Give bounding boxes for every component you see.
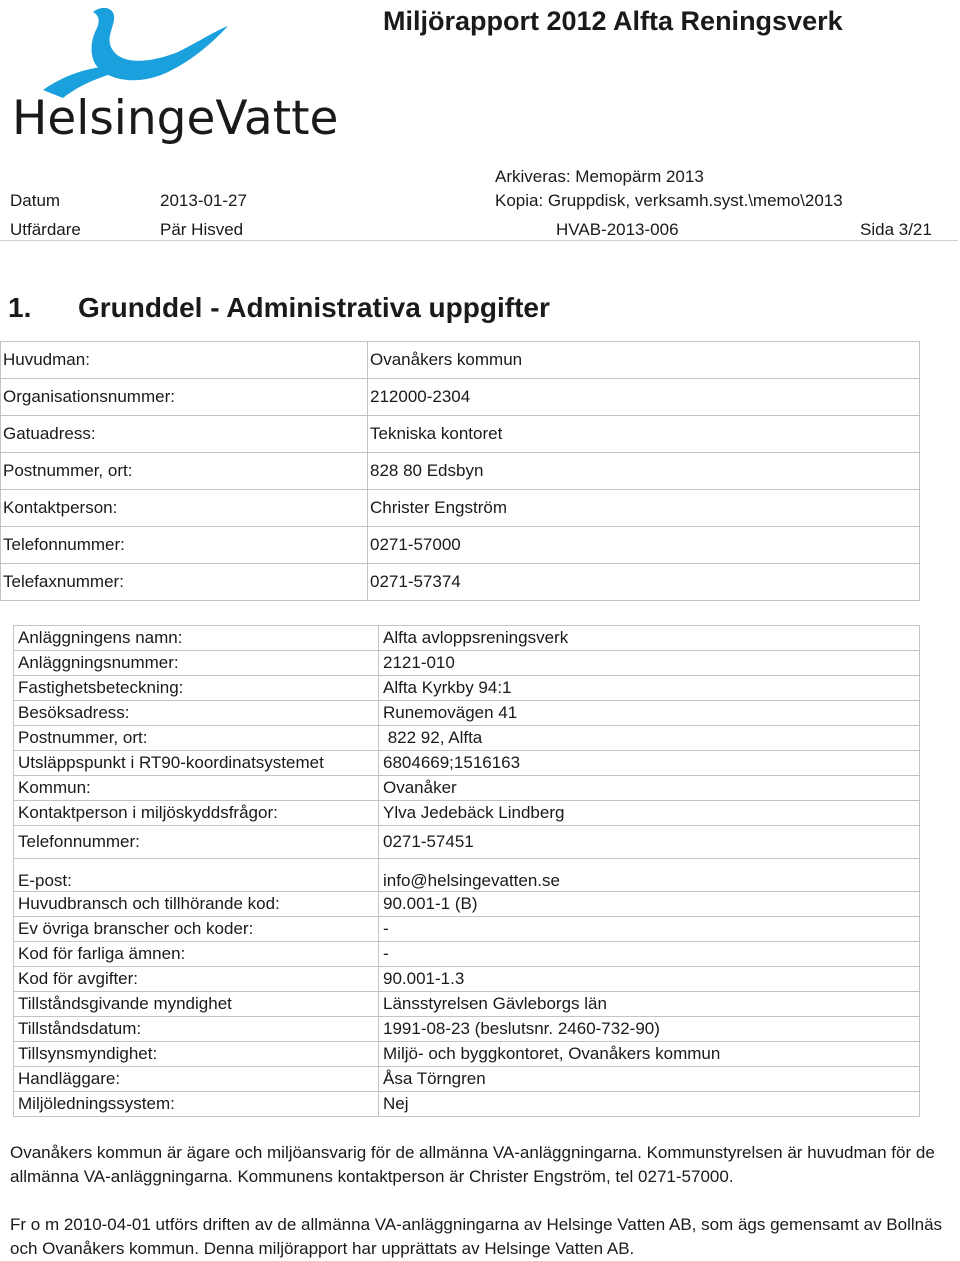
table-row — [14, 892, 920, 917]
table-row — [14, 942, 920, 967]
table-row — [14, 676, 920, 701]
table-row — [14, 651, 920, 676]
date-label: Datum — [10, 191, 61, 210]
table-row — [14, 701, 920, 726]
row-value: 0271-57374 — [368, 564, 920, 601]
row-value: Miljö- och byggkontoret, Ovanåkers kommun — [379, 1042, 920, 1067]
section-number: 1. — [8, 292, 32, 323]
row-value: 0271-57451 — [379, 826, 920, 859]
row-label: Gatuadress: — [1, 416, 368, 453]
row-value: 1991-08-23 (beslutsnr. 2460-732-90) — [379, 1017, 920, 1042]
row-label: Tillsynsmyndighet: — [14, 1042, 379, 1067]
row-value: 828 80 Edsbyn — [368, 453, 920, 490]
row-label: Telefaxnummer: — [1, 564, 368, 601]
row-label: Ev övriga branscher och koder: — [14, 917, 379, 942]
facility-table — [13, 625, 920, 1117]
row-label: Kontaktperson i miljöskyddsfrågor: — [14, 801, 379, 826]
row-value: Åsa Törngren — [379, 1067, 920, 1092]
table-row — [14, 1067, 920, 1092]
section-heading — [8, 292, 550, 324]
paragraph-operations: Fr o m 2010-04-01 utförs driften av de allmänna VA-anläggningarna av Helsinge Vatten AB, som ägs gemensamt av Bollnäs och Ovanåkers kommun. Denna miljörapport har upprättats av Helsinge Vatten AB. — [10, 1215, 943, 1258]
row-value: 90.001-1 (B) — [379, 892, 920, 917]
swallow-bird-icon — [8, 2, 338, 144]
table-row — [1, 416, 920, 453]
page-number: Sida 3/21 — [860, 220, 932, 239]
table-row — [14, 967, 920, 992]
table-row — [14, 1092, 920, 1117]
table-row — [14, 751, 920, 776]
table-row — [14, 859, 920, 892]
copy-note: Kopia: Gruppdisk, verksamh.syst.\memo\2013 — [495, 191, 843, 210]
row-value: info@helsingevatten.se — [379, 859, 920, 892]
row-label: Kod för farliga ämnen: — [14, 942, 379, 967]
row-value: Ylva Jedebäck Lindberg — [379, 801, 920, 826]
table-row — [14, 1017, 920, 1042]
table-row — [14, 626, 920, 651]
table-row — [14, 776, 920, 801]
row-label: Telefonnummer: — [14, 826, 379, 859]
row-value: 90.001-1.3 — [379, 967, 920, 992]
row-value: - — [379, 917, 920, 942]
date-value: 2013-01-27 — [160, 191, 247, 210]
issuer-label: Utfärdare — [10, 220, 81, 239]
row-label: Postnummer, ort: — [1, 453, 368, 490]
row-label: Tillståndsgivande myndighet — [14, 992, 379, 1017]
table-row — [1, 564, 920, 601]
row-value: - — [379, 942, 920, 967]
row-label: Huvudbransch och tillhörande kod: — [14, 892, 379, 917]
row-label: Kommun: — [14, 776, 379, 801]
row-label: Telefonnummer: — [1, 527, 368, 564]
document-number: HVAB-2013-006 — [556, 220, 679, 239]
row-value: 6804669;1516163 — [379, 751, 920, 776]
table-row — [14, 992, 920, 1017]
admin-table — [0, 341, 920, 601]
row-value: Ovanåkers kommun — [368, 342, 920, 379]
row-value: Alfta avloppsreningsverk — [379, 626, 920, 651]
archive-note: Arkiveras: Memopärm 2013 — [495, 167, 704, 186]
row-value: Alfta Kyrkby 94:1 — [379, 676, 920, 701]
header-divider — [0, 240, 958, 241]
row-label: Kontaktperson: — [1, 490, 368, 527]
row-label: Tillståndsdatum: — [14, 1017, 379, 1042]
row-value: Tekniska kontoret — [368, 416, 920, 453]
document-title: Miljörapport 2012 Alfta Reningsverk — [383, 6, 843, 36]
paragraph-ownership: Ovanåkers kommun är ägare och miljöansvarig för de allmänna VA-anläggningarna. Kommunstyrelsen är huvudman för de allmänna VA-anläggningarna. Kommunens kontaktperson är Christer Engström, tel 0271-57000. — [10, 1143, 935, 1186]
row-label: Handläggare: — [14, 1067, 379, 1092]
table-row — [1, 379, 920, 416]
table-row — [14, 826, 920, 859]
table-row — [1, 342, 920, 379]
row-value: 0271-57000 — [368, 527, 920, 564]
section-title: Grunddel - Administrativa uppgifter — [78, 292, 550, 323]
table-row — [1, 453, 920, 490]
row-value: 212000-2304 — [368, 379, 920, 416]
row-value: 822 92, Alfta — [379, 726, 920, 751]
table-row — [1, 490, 920, 527]
row-label: Anläggningens namn: — [14, 626, 379, 651]
row-label: Besöksadress: — [14, 701, 379, 726]
table-row — [14, 801, 920, 826]
issuer-value: Pär Hisved — [160, 220, 244, 239]
row-value: 2121-010 — [379, 651, 920, 676]
table-row — [14, 726, 920, 751]
row-label: Huvudman: — [1, 342, 368, 379]
table-row — [1, 527, 920, 564]
row-label: Utsläppspunkt i RT90-koordinatsystemet — [14, 751, 379, 776]
row-label: Anläggningsnummer: — [14, 651, 379, 676]
row-value: Runemovägen 41 — [379, 701, 920, 726]
row-value: Ovanåker — [379, 776, 920, 801]
row-label: Fastighetsbeteckning: — [14, 676, 379, 701]
row-value: Christer Engström — [368, 490, 920, 527]
row-label: Kod för avgifter: — [14, 967, 379, 992]
svg-text:HelsingeVatten: HelsingeVatten — [12, 91, 338, 144]
row-label: Miljöledningssystem: — [14, 1092, 379, 1117]
row-value: Nej — [379, 1092, 920, 1117]
table-row — [14, 917, 920, 942]
row-label: Postnummer, ort: — [14, 726, 379, 751]
row-value: Länsstyrelsen Gävleborgs län — [379, 992, 920, 1017]
helsinge-vatten-logo — [8, 2, 338, 144]
table-row — [14, 1042, 920, 1067]
row-label: E-post: — [14, 859, 379, 892]
row-label: Organisationsnummer: — [1, 379, 368, 416]
